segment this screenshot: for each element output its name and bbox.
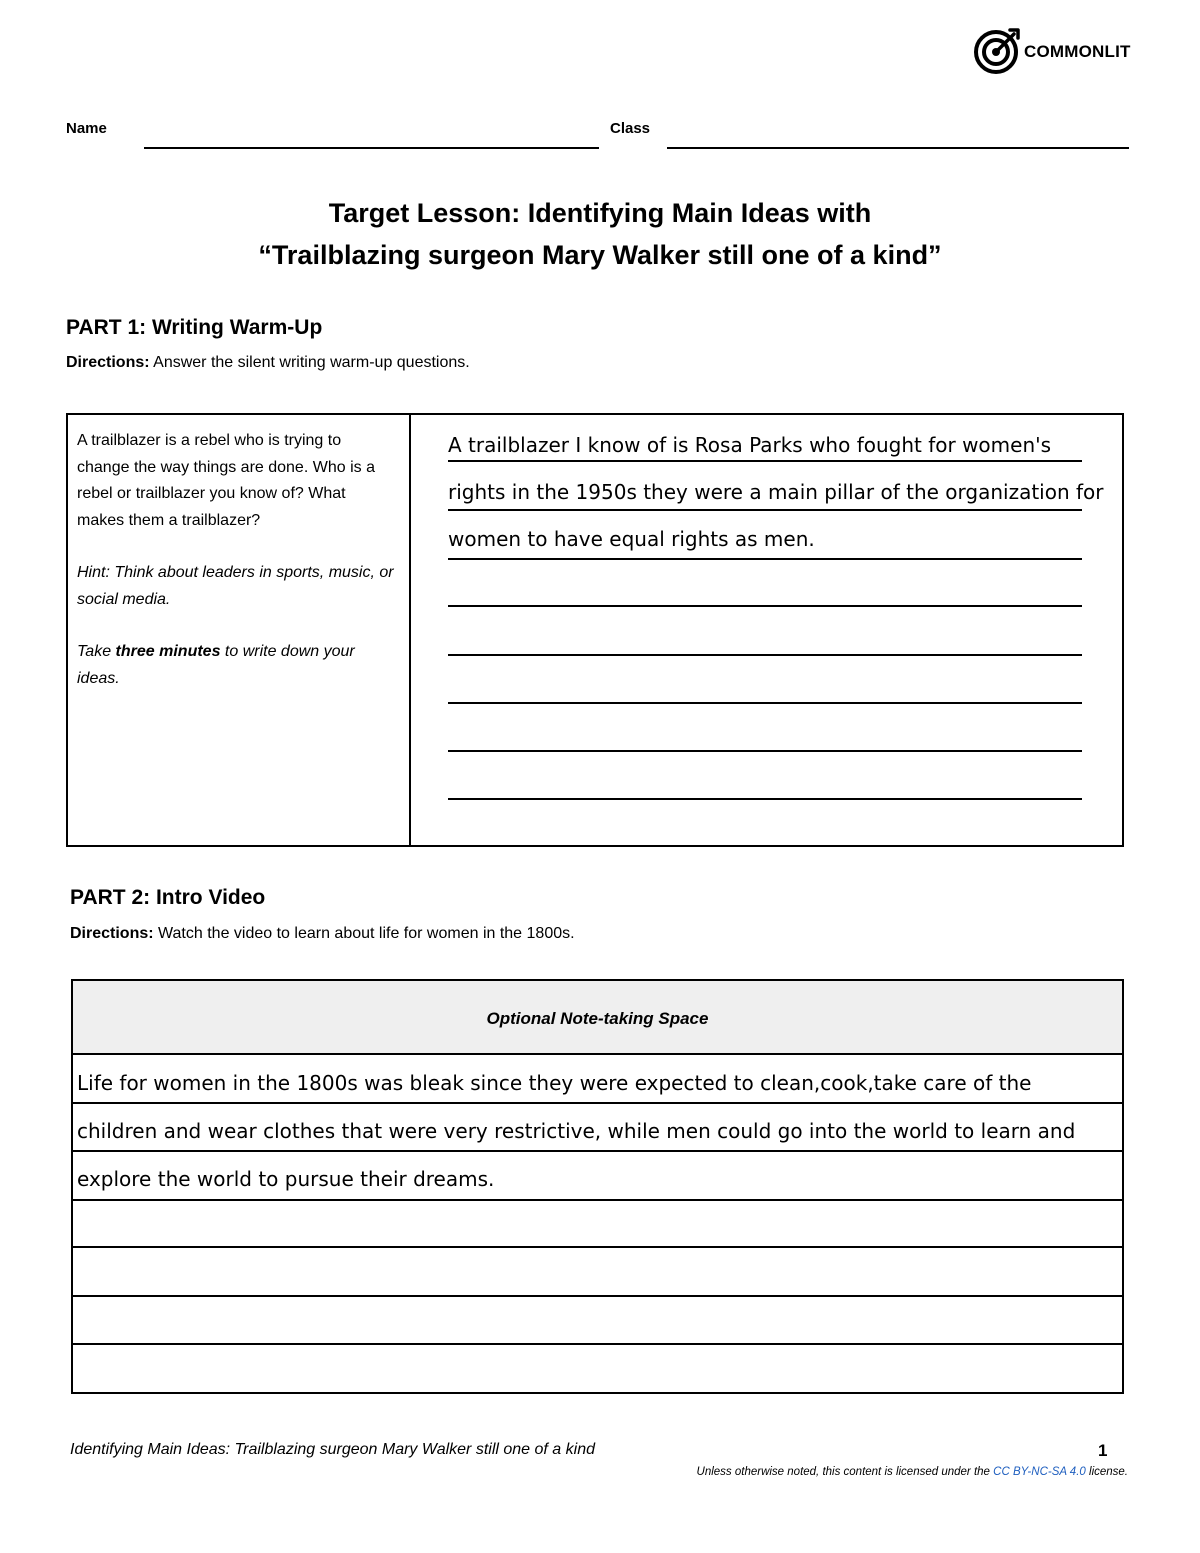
lesson-title-line1: Target Lesson: Identifying Main Ideas with: [328, 198, 872, 228]
hint-text: Think about leaders in sports, music, or social media.: [77, 564, 394, 608]
directions-label: Directions:: [66, 354, 150, 371]
answer-line[interactable]: [448, 605, 1082, 607]
directions-text: Answer the silent writing warm-up questions.: [149, 354, 470, 371]
logo-text: COMMONLIT: [1024, 42, 1131, 61]
answer-text-line: A trailblazer I know of is Rosa Parks who fought for women's: [448, 433, 1052, 457]
directions-label: Directions:: [70, 925, 154, 942]
prompt-question: A trailblazer is a rebel who is trying to change the way things are done. Who is a rebel or trailblazer you know of? What makes them a trailblazer?: [77, 432, 375, 529]
target-icon: [972, 26, 1024, 78]
hint-label: Hint:: [77, 564, 110, 581]
commonlit-logo: [972, 26, 1142, 78]
class-label: Class: [610, 120, 651, 137]
prompt-time: [77, 639, 395, 692]
notes-text-line[interactable]: children and wear clothes that were very restrictive, while men could go into the world to learn and: [77, 1119, 1076, 1143]
warmup-prompt: [77, 428, 395, 718]
part1-heading: PART 1: Writing Warm-Up: [66, 316, 323, 339]
answer-line[interactable]: [448, 460, 1082, 462]
part1-directions: [66, 354, 470, 372]
warmup-table-divider: [409, 413, 411, 847]
answer-line[interactable]: [448, 750, 1082, 752]
part2-directions: [70, 925, 575, 943]
lesson-title-line2: “Trailblazing surgeon Mary Walker still one of a kind”: [258, 240, 942, 270]
take-post: to write down your ideas.: [77, 643, 355, 687]
answer-line[interactable]: [448, 654, 1082, 656]
answer-line[interactable]: [448, 558, 1082, 560]
notes-row-line: [73, 1246, 1122, 1248]
page-number: 1: [1098, 1441, 1108, 1460]
notes-text-line[interactable]: Life for women in the 1800s was bleak since they were expected to clean,cook,take care of the: [77, 1071, 1032, 1095]
take-bold: three minutes: [115, 643, 221, 660]
license-note: [697, 1466, 1128, 1478]
class-field[interactable]: [667, 147, 1129, 149]
answer-text-line: women to have equal rights as men.: [448, 527, 815, 551]
name-field[interactable]: [144, 147, 599, 149]
notes-row-line: [73, 1295, 1122, 1297]
answer-line[interactable]: [448, 702, 1082, 704]
take-pre: Take: [77, 643, 116, 660]
notes-row-line: [73, 1150, 1122, 1152]
notes-text-line[interactable]: explore the world to pursue their dreams.: [77, 1167, 495, 1191]
notes-table-header: [73, 981, 1122, 1055]
directions-text: Watch the video to learn about life for women in the 1800s.: [153, 925, 575, 942]
part2-heading: PART 2: Intro Video: [70, 886, 266, 909]
answer-line[interactable]: [448, 509, 1082, 511]
answer-line[interactable]: [448, 798, 1082, 800]
answer-text-line: rights in the 1950s they were a main pillar of the organization for: [448, 480, 1104, 504]
name-label: Name: [66, 120, 107, 137]
notes-header-label: Optional Note-taking Space: [486, 1009, 709, 1028]
notes-row-line: [73, 1343, 1122, 1345]
footer-title: Identifying Main Ideas: Trailblazing surgeon Mary Walker still one of a kind: [70, 1441, 595, 1458]
license-post: license.: [1085, 1466, 1128, 1478]
license-link[interactable]: CC BY-NC-SA 4.0: [993, 1466, 1086, 1478]
notes-row-line: [73, 1102, 1122, 1104]
license-pre: Unless otherwise noted, this content is licensed under the: [696, 1466, 994, 1478]
prompt-hint: [77, 560, 395, 613]
notes-row-line: [73, 1199, 1122, 1201]
